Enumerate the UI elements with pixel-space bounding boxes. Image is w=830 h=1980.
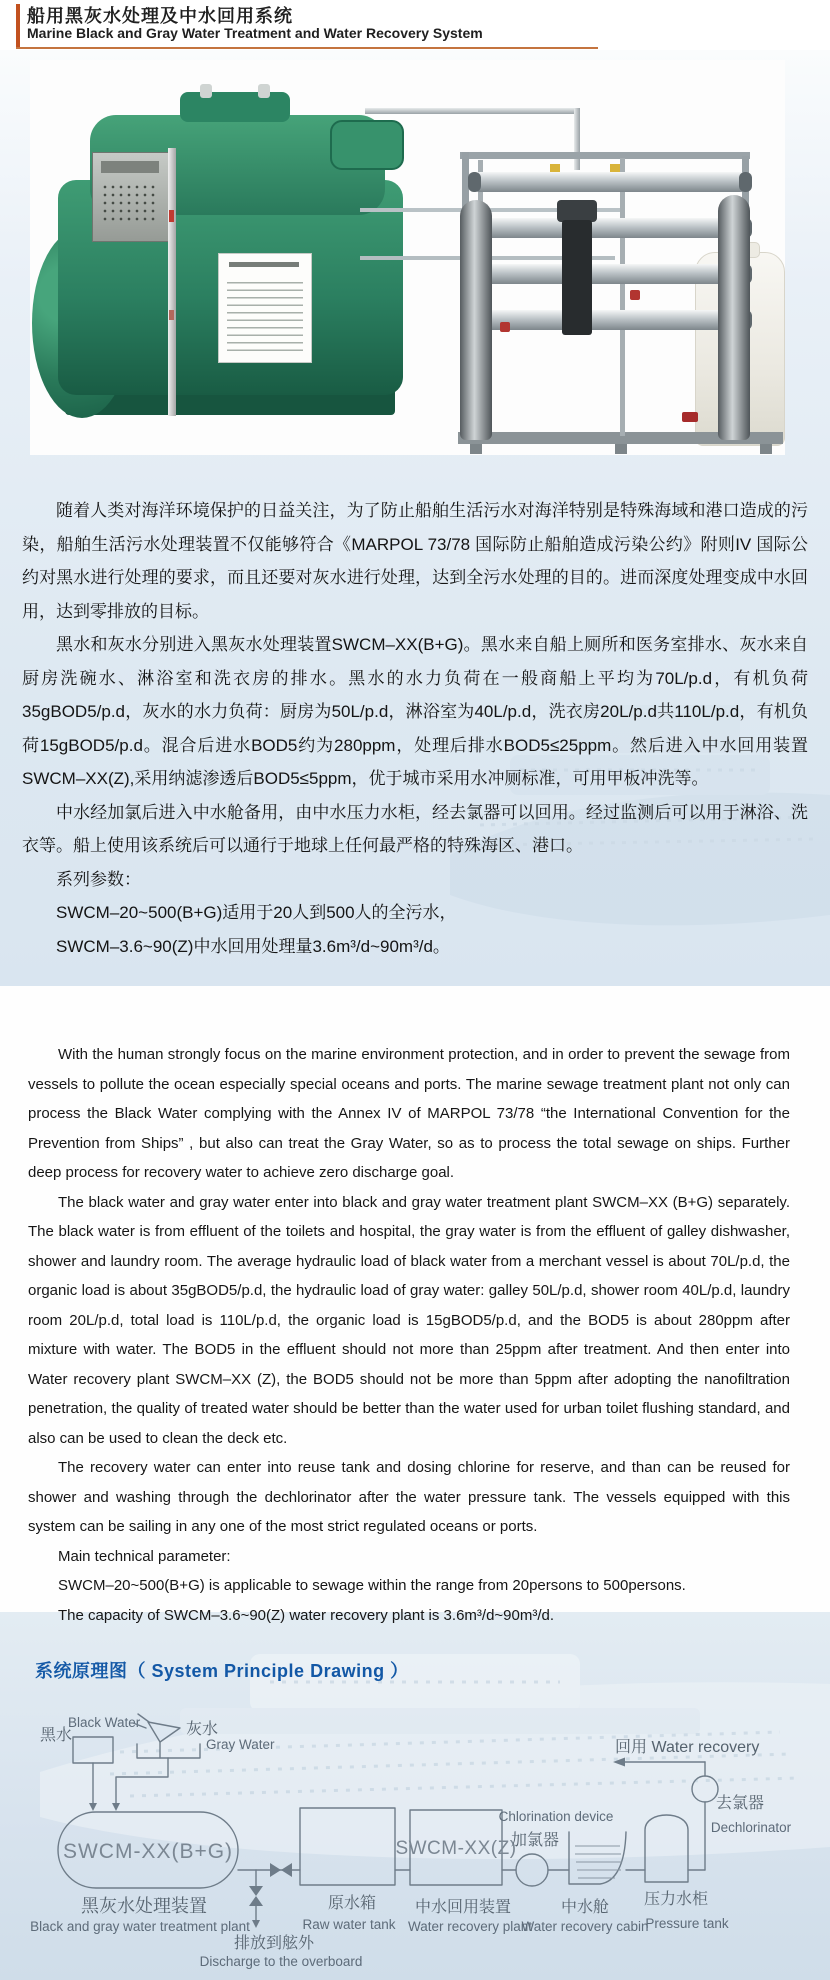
gray-water-label-zh: 灰水 — [186, 1721, 219, 1738]
recovery-cabin-label-en: Water recovery cabin — [521, 1919, 649, 1934]
en-paragraph: The black water and gray water enter into black and gray water treatment plant SWCM–XX (B+G) separately. The black water is from effluent of the toilets and hospital, the gray water is from the effluent of galley dishwasher, shower and laundry room. The average hydraulic load of black water from a merchant vessel is about 70L/p.d, the organic load is about 35gBOD5/p.d, the hydraulic load of gray water: galley 50L/p.d, shower room 40L/p.d, laundry room 20L/p.d, total load is 110L/p.d, the organic load is 15gBOD5/p.d, and the BOD5 is about 280ppm after mixture with water. The BOD5 in the effluent should not more than 25ppm after treatment. And then enter into Water recovery plant SWCM–XX (Z), the BOD5 should not be more than 5ppm after adopting the nanofiltration penetration, the quality of treated water should be better than the water used for urban toilet flushing standard, and also can be used to clean the deck etc. — [28, 1193, 790, 1447]
pump-motor — [557, 200, 597, 222]
dechlorinator-label-zh: 去氯器 — [715, 1795, 765, 1812]
dechlorinator-node — [613, 1738, 792, 1870]
recovery-plant-id: SWCM-XX(Z) — [395, 1838, 517, 1859]
zh-paragraph: 随着人类对海洋环境保护的日益关注，为了防止船舶生活污水对海洋特别是特殊海域和港口造成的污染，船舶生活污水处理装置不仅能够符合《MARPOL 73/78 国际防止船舶造成污染公约》附则IV 国际公约对黑水进行处理的要求，而且还要对灰水进行处理，达到全污水处理的目的。进而深度处理变成中水回用，达到零排放的目标。 — [22, 501, 808, 621]
zh-paragraph: 中水经加氯后进入中水舱备用，由中水压力水柜，经去氯器可以回用。经过监测后可以用于淋浴、洗衣等。船上使用该系统后可以通行于地球上任何最严格的特殊海区、港口。 — [22, 802, 808, 855]
header-accent-bar — [16, 4, 20, 48]
zh-paragraph: 黑水和灰水分别进入黑灰水处理装置SWCM–XX(B+G)。黑水来自船上厕所和医务室排水、灰水来自厨房洗碗水、淋浴室和洗衣房的排水。黑水的水力负荷在一般商船上平均为70L/p.d，有机负荷35gBOD5/p.d，灰水的水力负荷：厨房为50L/p.d，淋浴室为40L/p.d，洗衣房20L/p.d共110L/p.d，有机负荷15gBOD5/p.d。混合后进水BOD5约为280ppm，处理后排水BOD5≤25ppm。然后进入中水回用装置SWCM–XX(Z),采用纳滤渗透后BOD5≤5ppm，优于城市采用水冲厕标准，可用甲板冲洗等。 — [22, 635, 808, 788]
membrane-tube — [470, 218, 750, 238]
raw-tank-label-zh: 原水箱 — [327, 1895, 377, 1912]
pressure-tank-label-zh: 压力水柜 — [643, 1891, 709, 1908]
en-paragraph: With the human strongly focus on the marine environment protection, and in order to prevent the sewage from vessels to pollute the ocean especially special oceans and ports. The marine sewage treatment plant not only can process the Black Water complying with the Annex IV of MARPOL 73/78 “the International Convention for the Prevention from Ships” , but also can treat the Gray Water, so as to process the total sewage on ships. Further deep process for recovery water to achieve zero discharge goal. — [28, 1046, 790, 1181]
cross-pipe — [365, 108, 580, 114]
header-underline — [16, 47, 598, 49]
brass-fitting — [610, 164, 620, 172]
discharge-label-en: Discharge to the overboard — [199, 1954, 363, 1969]
zh-paragraph: 系列参数： — [56, 869, 141, 889]
tank-vent-cap — [200, 84, 212, 98]
black-water-inlet — [40, 1715, 141, 1811]
system-principle-heading: 系统原理图（ System Principle Drawing ） — [35, 1661, 409, 1681]
raw-water-tank-node — [300, 1808, 396, 1932]
vertical-sight-pipe — [168, 148, 176, 416]
membrane-tube — [470, 310, 750, 330]
treatment-plant-label-en: Black and gray water treatment plant — [30, 1919, 250, 1934]
skid-foot — [760, 444, 772, 454]
membrane-tube — [470, 172, 750, 192]
chlorination-node — [499, 1809, 614, 1886]
control-panel-grid — [101, 183, 159, 225]
pipe-red-glint — [169, 210, 174, 222]
treatment-plant-node — [30, 1812, 250, 1934]
white-tank-drain-valve — [682, 412, 698, 422]
red-valve-handle — [630, 290, 640, 300]
skid-top-rail — [460, 152, 750, 159]
en-paragraph: Main technical parameter: — [58, 1547, 231, 1565]
page-title-en: Marine Black and Gray Water Treatment and Water Recovery System — [27, 25, 483, 41]
vertical-pump — [562, 220, 592, 335]
chlorination-label-en: Chlorination device — [498, 1809, 614, 1824]
chlorination-label-zh: 加氯器 — [510, 1832, 560, 1849]
zh-paragraph: SWCM–3.6~90(Z)中水回用处理量3.6m³/d~90m³/d。 — [56, 936, 450, 956]
en-paragraph: SWCM–20~500(B+G) is applicable to sewage within the range from 20persons to 500persons. — [58, 1577, 686, 1594]
en-paragraph: The capacity of SWCM–3.6~90(Z) water recovery plant is 3.6m³/d~90m³/d. — [58, 1606, 555, 1624]
recovery-plant-label-en: Water recovery plant — [407, 1919, 533, 1934]
product-photo — [30, 60, 785, 455]
dechlorinator-label-en: Dechlorinator — [710, 1820, 792, 1835]
skid-foot — [615, 444, 627, 454]
membrane-tube — [470, 264, 750, 284]
skid-foot — [470, 444, 482, 454]
recovery-plant-label-zh: 中水回用装置 — [414, 1899, 512, 1916]
recovery-return-label: 回用 Water recovery — [615, 1739, 760, 1756]
tank-manhole — [330, 120, 404, 170]
control-panel — [92, 152, 174, 242]
skid-post — [620, 158, 625, 436]
recovery-cabin-label-zh: 中水舱 — [560, 1899, 610, 1916]
cross-pipe-elbow — [574, 108, 580, 170]
english-intro — [28, 1040, 790, 1630]
page-title-zh: 船用黑灰水处理及中水回用系统 — [27, 6, 293, 26]
system-principle-drawing — [0, 1700, 830, 1980]
brass-fitting — [550, 164, 560, 172]
red-valve-handle — [500, 322, 510, 332]
en-paragraph: The recovery water can enter into reuse tank and dosing chlorine for reserve, and than can be reused for shower and washing through the dechlorinator after the water pressure tank. The vessels equipped with this system can be sailing in any one of the most strict regulated oceans or ports. — [28, 1459, 790, 1535]
black-water-label-en: Black Water — [68, 1715, 141, 1730]
pipe-red-glint — [169, 310, 174, 320]
raw-tank-label-en: Raw water tank — [302, 1917, 396, 1932]
name-placard — [218, 253, 312, 363]
treatment-plant-label-zh: 黑灰水处理装置 — [81, 1896, 207, 1916]
chinese-intro — [22, 494, 808, 963]
discharge-label-zh: 排放到舷外 — [233, 1935, 315, 1952]
page-header — [0, 0, 830, 50]
zh-paragraph: SWCM–20~500(B+G)适用于20人到500人的全污水， — [56, 903, 457, 922]
filter-cylinder — [460, 200, 492, 440]
tank-vent-cap — [258, 84, 270, 98]
black-water-label-zh: 黑水 — [40, 1727, 73, 1744]
pipe-to-raw-tank — [238, 1863, 300, 1877]
treatment-plant-id: SWCM-XX(B+G) — [62, 1840, 234, 1863]
filter-cylinder — [718, 195, 750, 440]
control-panel-label — [101, 161, 159, 173]
gray-water-label-en: Gray Water — [206, 1737, 275, 1752]
placard-text-lines — [227, 276, 303, 352]
recovery-plant-node — [395, 1810, 532, 1934]
pressure-tank-label-en: Pressure tank — [645, 1916, 729, 1931]
green-tank-top-fitting — [180, 92, 290, 122]
placard-heading-line — [229, 262, 299, 267]
